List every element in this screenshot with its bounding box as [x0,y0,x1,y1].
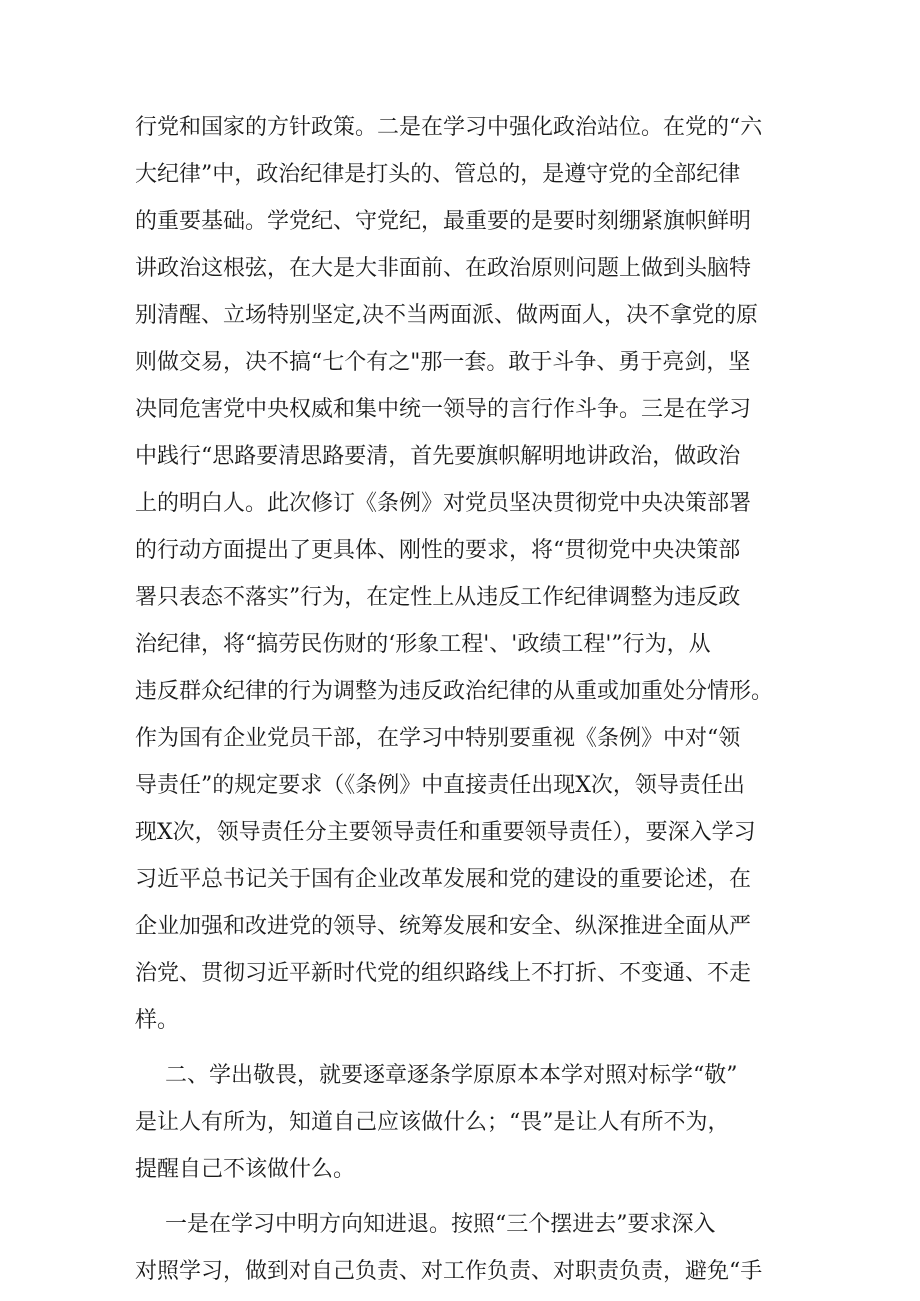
paragraph [135,1201,795,1295]
text-line: 的重要基础。学党纪、守党纪，最重要的是要时刻绷紧旗帜鲜明 [135,209,752,234]
text-line: 别清醒、立场特别坚定,决不当两面派、做两面人，决不拿党的原 [135,303,758,328]
text-line: 现X次，领导责任分主要领导责任和重要领导责任），要深入学习 [135,820,756,845]
text-line: 署只表态不落实”行为，在定性上从违反工作纪律调整为违反政 [135,585,741,610]
paragraph [135,1052,795,1193]
text-line: 的行动方面提出了更具体、刚性的要求，将“贯彻党中央决策部 [135,538,741,563]
text-line: 习近平总书记关于国有企业改革发展和党的建设的重要论述，在 [135,867,752,892]
paragraph [135,104,795,1044]
text-line: 企业加强和改进党的领导、统筹发展和安全、纵深推进全面从严 [135,914,752,939]
text-line: 讲政治这根弦，在大是大非面前、在政治原则问题上做到头脑特 [135,256,752,281]
text-line: 上的明白人。此次修订《条例》对党员坚决贯彻党中央决策部署 [135,491,752,516]
text-line: 作为国有企业党员干部，在学习中特别要重视《条例》中对“领 [135,726,741,751]
paragraph-gap [135,1193,795,1201]
text-line: 提醒自己不该做什么。 [135,1157,356,1182]
text-line: 大纪律”中，政治纪律是打头的、管总的，是遵守党的全部纪律 [135,162,741,187]
text-line: 决同危害党中央权威和集中统一领导的言行作斗争。三是在学习 [135,397,752,422]
text-line: 导责任”的规定要求（《条例》中直接责任出现X次，领导责任出 [135,773,745,798]
document-body [135,104,795,1295]
text-line: 对照学习，做到对自己负责、对工作负责、对职责负责，避免“手 [135,1259,763,1284]
text-line: 中践行“思路要清思路要清，首先要旗帜解明地讲政治，做政治 [135,444,741,469]
text-line: 则做交易，决不搞“七个有之"那一套。敢于斗争、勇于亮剑，坚 [135,350,751,375]
text-line: 样。 [135,1008,180,1033]
text-line: 是让人有所为，知道自己应该做什么；“畏”是让人有所不为， [135,1110,730,1135]
text-line: 治纪律，将“搞劳民伤财的‘形象工程'、'政绩工程'”行为，从 [135,632,711,657]
paragraph-gap [135,1044,795,1052]
text-line: 违反群众纪律的行为调整为违反政治纪律的从重或加重处分情形。 [135,679,774,704]
text-line: 行党和国家的方针政策。二是在学习中强化政治站位。在党的“六 [135,115,763,140]
text-line: 二、学出敬畏，就要逐章逐条学原原本本学对照对标学“敬” [165,1063,738,1088]
text-line: 一是在学习中明方向知进退。按照“三个摆进去”要求深入 [165,1212,716,1237]
text-line: 治党、贯彻习近平新时代党的组织路线上不打折、不变通、不走 [135,961,752,986]
